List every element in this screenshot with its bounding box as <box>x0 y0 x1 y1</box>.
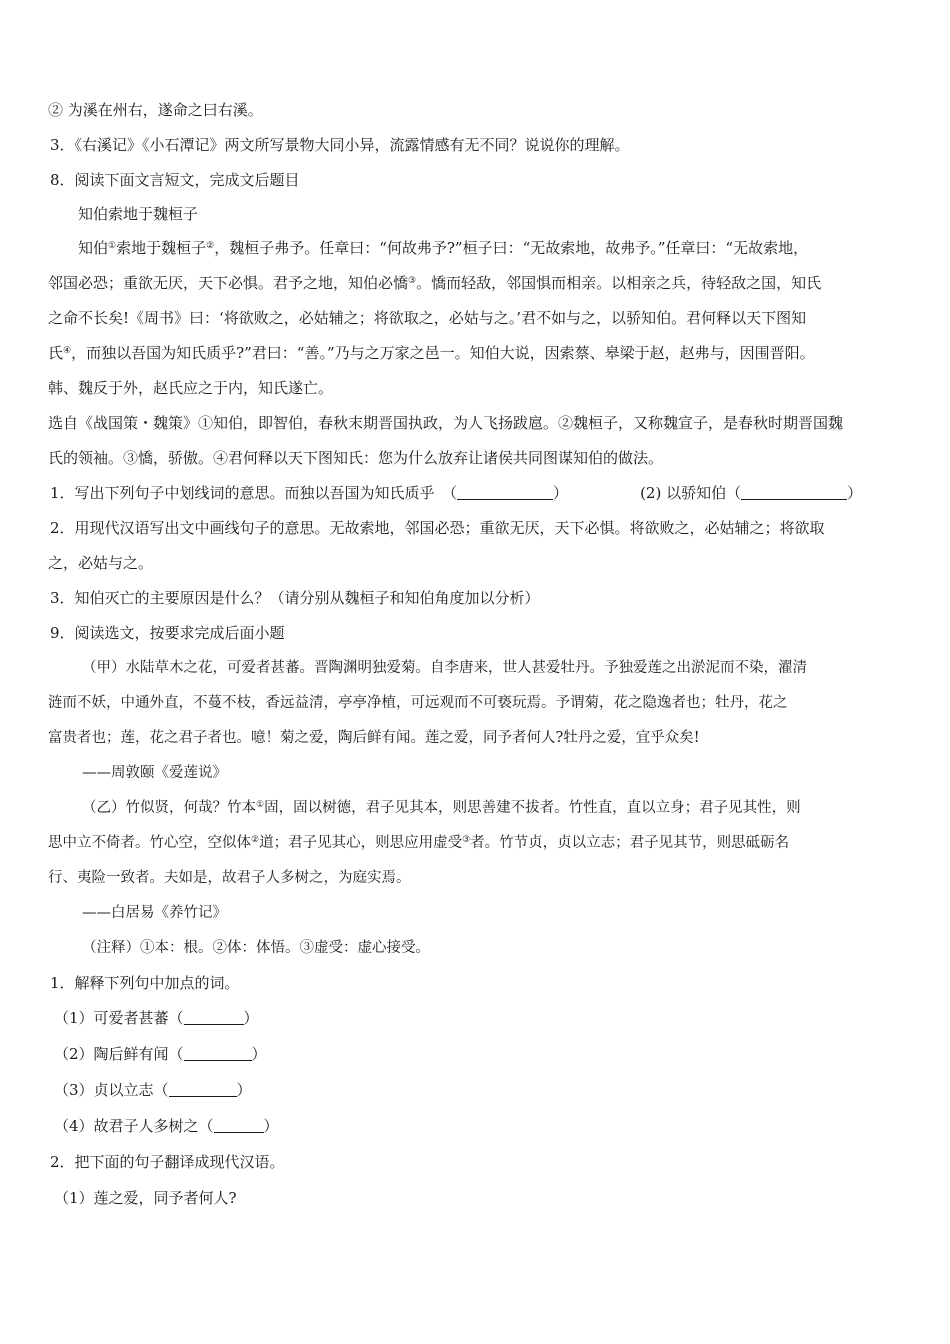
passage-line: 氏④，而独以吾国为知氏质乎?”君曰：“善。”乃与之万家之邑一。知伯大说，因索蔡、皋梁于赵，赵弗与，因围晋阳。 <box>48 344 815 362</box>
footnote-mark: ① <box>108 241 117 251</box>
answer-blank[interactable] <box>184 1046 252 1061</box>
footnote-mark: ③ <box>462 835 471 845</box>
passage-line: 邻国必恐；重欲无厌，天下必惧。君予之地，知伯必憍③。憍而轻敌，邻国惧而相亲。以相亲之兵，待轻敌之国，知氏 <box>48 274 822 292</box>
question-9-1-4: （4）故君子人多树之（ ） <box>54 1117 279 1135</box>
passage-yi-line: （乙）竹似贤，何哉？竹本①固，固以树德，君子见其本，则思善建不拔者。竹性直，直以立身；君子见其性，则 <box>82 800 801 816</box>
section-8-heading: 8．阅读下面文言短文，完成文后题目 <box>50 171 300 189</box>
section-9-heading: 9．阅读选文，按要求完成后面小题 <box>50 624 285 642</box>
footnote-mark: ① <box>256 800 265 810</box>
passage-jia-line: （甲）水陆草木之花，可爱者甚蕃。晋陶渊明独爱菊。自李唐来，世人甚爱牡丹。予独爱莲之出淤泥而不染，濯清 <box>82 660 807 676</box>
answer-blank[interactable] <box>169 1082 237 1097</box>
question-2-cont: 之，必姑与之。 <box>48 554 154 572</box>
footnote-mark: ② <box>251 835 260 845</box>
question-1: 1．写出下列句子中划线词的意思。而独以吾国为知氏质乎 （ ） (2) 以骄知伯（ ） <box>50 484 863 502</box>
text-line: ② 为溪在州右，遂命之曰右溪。 <box>48 101 263 119</box>
answer-blank[interactable] <box>457 485 553 500</box>
passage-line: 之命不长矣!《周书》曰：‘将欲败之，必姑辅之；将欲取之，必姑与之。’君不如与之，以骄知伯。君何释以天下图知 <box>48 309 807 327</box>
footnote-mark: ③ <box>408 276 417 286</box>
question-9-1: 1．解释下列句中加点的词。 <box>50 974 240 992</box>
question-2: 2．用现代汉语写出文中画线句子的意思。无故索地，邻国必恐；重欲无厌，天下必惧。将欲败之，必姑辅之；将欲取 <box>50 519 825 537</box>
question-9-1-3: （3）贞以立志（ ） <box>54 1081 252 1099</box>
answer-blank[interactable] <box>741 485 847 500</box>
passage-yi-attribution: ——白居易《养竹记》 <box>82 905 227 921</box>
question-3-prompt: 3．《右溪记》《小石潭记》两文所写景物大同小异，流露情感有无不同？说说你的理解。 <box>50 136 630 154</box>
question-9-2-1: （1）莲之爱，同予者何人? <box>54 1189 237 1207</box>
source-note: 氏的领袖。③憍，骄傲。④君何释以天下图知氏：您为什么放弃让诸侯共同图谋知伯的做法。 <box>48 449 664 467</box>
passage-jia-attribution: ——周敦颐《爱莲说》 <box>82 765 227 781</box>
answer-blank[interactable] <box>214 1118 264 1133</box>
passage-yi-line: 行、夷险一致者。夫如是，故君子人多树之，为庭实焉。 <box>48 870 411 886</box>
question-9-1-1: （1）可爱者甚蕃（ ） <box>54 1009 259 1027</box>
footnote-mark: ② <box>206 241 215 251</box>
question-9-1-2: （2）陶后鲜有闻（ ） <box>54 1045 267 1063</box>
passage-jia-line: 富贵者也；莲，花之君子者也。噫！菊之爱，陶后鲜有闻。莲之爱，同予者何人?牡丹之爱，宜乎众矣! <box>48 730 700 746</box>
passage-yi-line: 思中立不倚者。竹心空，空似体②道；君子见其心，则思应用虚受③者。竹节贞，贞以立志；君子见其节，则思砥砺名 <box>48 835 790 851</box>
question-9-2: 2．把下面的句子翻译成现代汉语。 <box>50 1153 285 1171</box>
footnote-mark: ④ <box>63 346 72 356</box>
passage-jia-line: 涟而不妖，中通外直，不蔓不枝，香远益清，亭亭净植，可远观而不可亵玩焉。予谓菊，花之隐逸者也；牡丹，花之 <box>48 695 788 711</box>
question-3: 3．知伯灭亡的主要原因是什么？（请分别从魏桓子和知伯角度加以分析） <box>50 589 540 607</box>
passage-line: 韩、魏反于外，赵氏应之于内，知氏遂亡。 <box>48 379 334 397</box>
source-note: 选自《战国策・魏策》①知伯，即智伯，春秋末期晋国执政，为人飞扬跋扈。②魏桓子，又称魏宣子，是春秋时期晋国魏 <box>48 414 844 432</box>
annotation-note: （注释）①本：根。②体：体悟。③虚受：虚心接受。 <box>82 940 430 956</box>
passage-title: 知伯索地于魏桓子 <box>78 205 199 223</box>
answer-blank[interactable] <box>184 1010 244 1025</box>
passage-line: 知伯①索地于魏桓子②，魏桓子弗予。任章曰：“何故弗予?”桓子曰：“无故索地，故弗予。”任章曰：“无故索地， <box>78 239 809 257</box>
